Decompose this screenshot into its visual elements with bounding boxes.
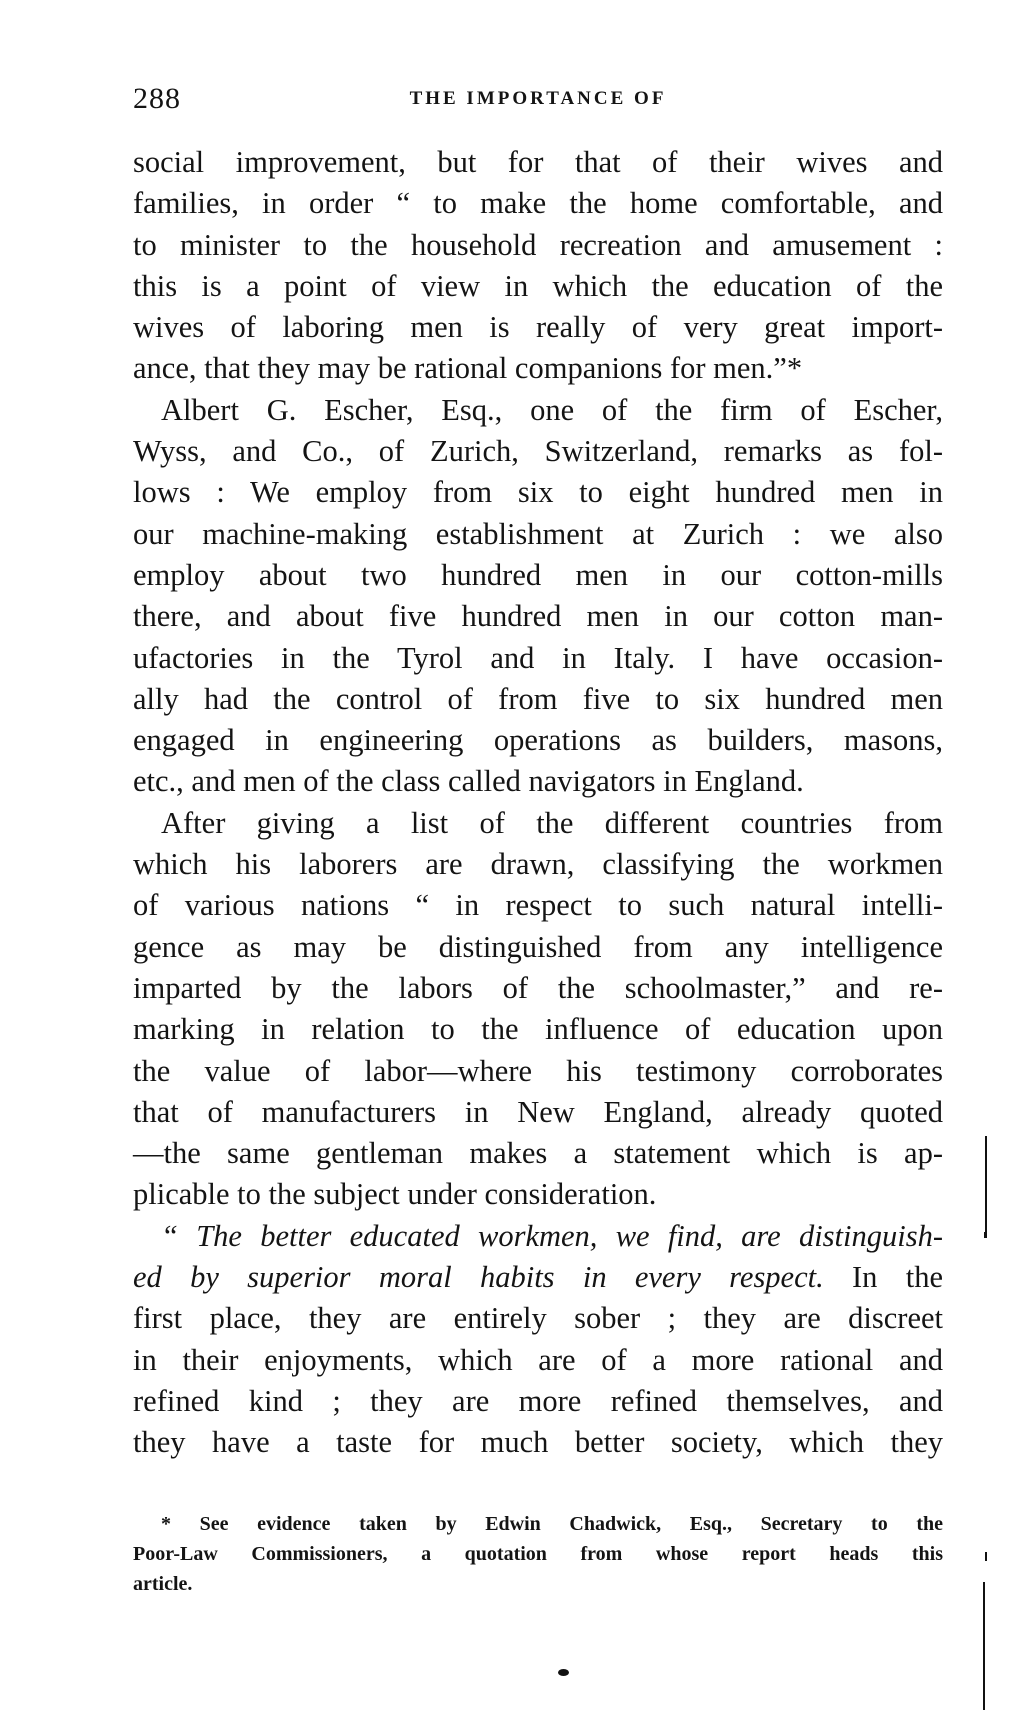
text-line: our machine-making establishment at Zurich : we also (133, 516, 943, 551)
text-line: After giving a list of the different countries from (161, 805, 943, 840)
footnote-line: * See evidence taken by Edwin Chadwick, Esq., Secretary to the (161, 1513, 943, 1535)
text-line: Albert G. Escher, Esq., one of the firm of Escher, (161, 392, 943, 427)
ink-blot (558, 1669, 569, 1676)
text-line: the value of labor—where his testimony corroborates (133, 1053, 943, 1088)
margin-rule-mark (985, 1552, 987, 1561)
text-line: this is a point of view in which the education of the (133, 268, 943, 303)
text-line: lows : We employ from six to eight hundred men in (133, 475, 943, 510)
text-line-italic (133, 1216, 943, 1257)
text-line: of various nations “ in respect to such natural intelli- (133, 888, 943, 923)
text-line: first place, they are entirely sober ; they are discreet (133, 1301, 943, 1336)
text-line: in their enjoyments, which are of a more rational and (133, 1342, 943, 1377)
footnote-line: Poor-Law Commissioners, a quotation from whose report heads this (133, 1543, 943, 1565)
margin-rule-mark (985, 1136, 987, 1234)
text-line-mixed (133, 1257, 943, 1298)
text-line: which his laborers are drawn, classifying the workmen (133, 847, 943, 882)
text-line: that of manufacturers in New England, already quoted (133, 1094, 943, 1129)
roman-text: In the (823, 1260, 943, 1295)
text-line: they have a taste for much better society, which they (133, 1425, 943, 1460)
text-line: wives of laboring men is really of very great import- (133, 310, 943, 345)
text-line: families, in order “ to make the home comfortable, and (133, 186, 943, 221)
text-line: ally had the control of from five to six hundred men (133, 681, 943, 716)
margin-rule-mark (984, 1232, 987, 1238)
text-line: Wyss, and Co., of Zurich, Switzerland, remarks as fol- (133, 434, 943, 469)
text-line: ufactories in the Tyrol and in Italy. I have occasion- (133, 640, 943, 675)
text-line: employ about two hundred men in our cotton-mills (133, 557, 943, 592)
footnote-line: article. (133, 1573, 193, 1595)
running-head (133, 82, 943, 122)
page-number: 288 (133, 82, 181, 115)
italic-text: ed by superior moral habits in every respect. (133, 1260, 824, 1295)
text-line: refined kind ; they are more refined themselves, and (133, 1383, 943, 1418)
text-line: etc., and men of the class called navigators in England. (133, 764, 804, 799)
body-text (133, 142, 943, 1464)
text-line: —the same gentleman makes a statement which is ap- (133, 1136, 943, 1171)
text-line: social improvement, but for that of their wives and (133, 145, 943, 179)
text-line: engaged in engineering operations as builders, masons, (133, 723, 943, 758)
text-line: to minister to the household recreation and amusement : (133, 227, 943, 262)
text-line: gence as may be distinguished from any intelligence (133, 929, 943, 964)
margin-rule-mark (983, 1582, 985, 1710)
italic-text: “ The better educated workmen, we find, are distinguish- (161, 1218, 943, 1253)
text-line: imparted by the labors of the schoolmaster,” and re- (133, 970, 943, 1005)
text-line: plicable to the subject under consideration. (133, 1177, 657, 1212)
footnote (133, 1509, 943, 1599)
text-line: marking in relation to the influence of education upon (133, 1012, 943, 1047)
text-line: there, and about five hundred men in our cotton man- (133, 599, 943, 634)
running-title: THE IMPORTANCE OF (409, 88, 667, 109)
text-line: ance, that they may be rational companions for men.”* (133, 351, 803, 386)
